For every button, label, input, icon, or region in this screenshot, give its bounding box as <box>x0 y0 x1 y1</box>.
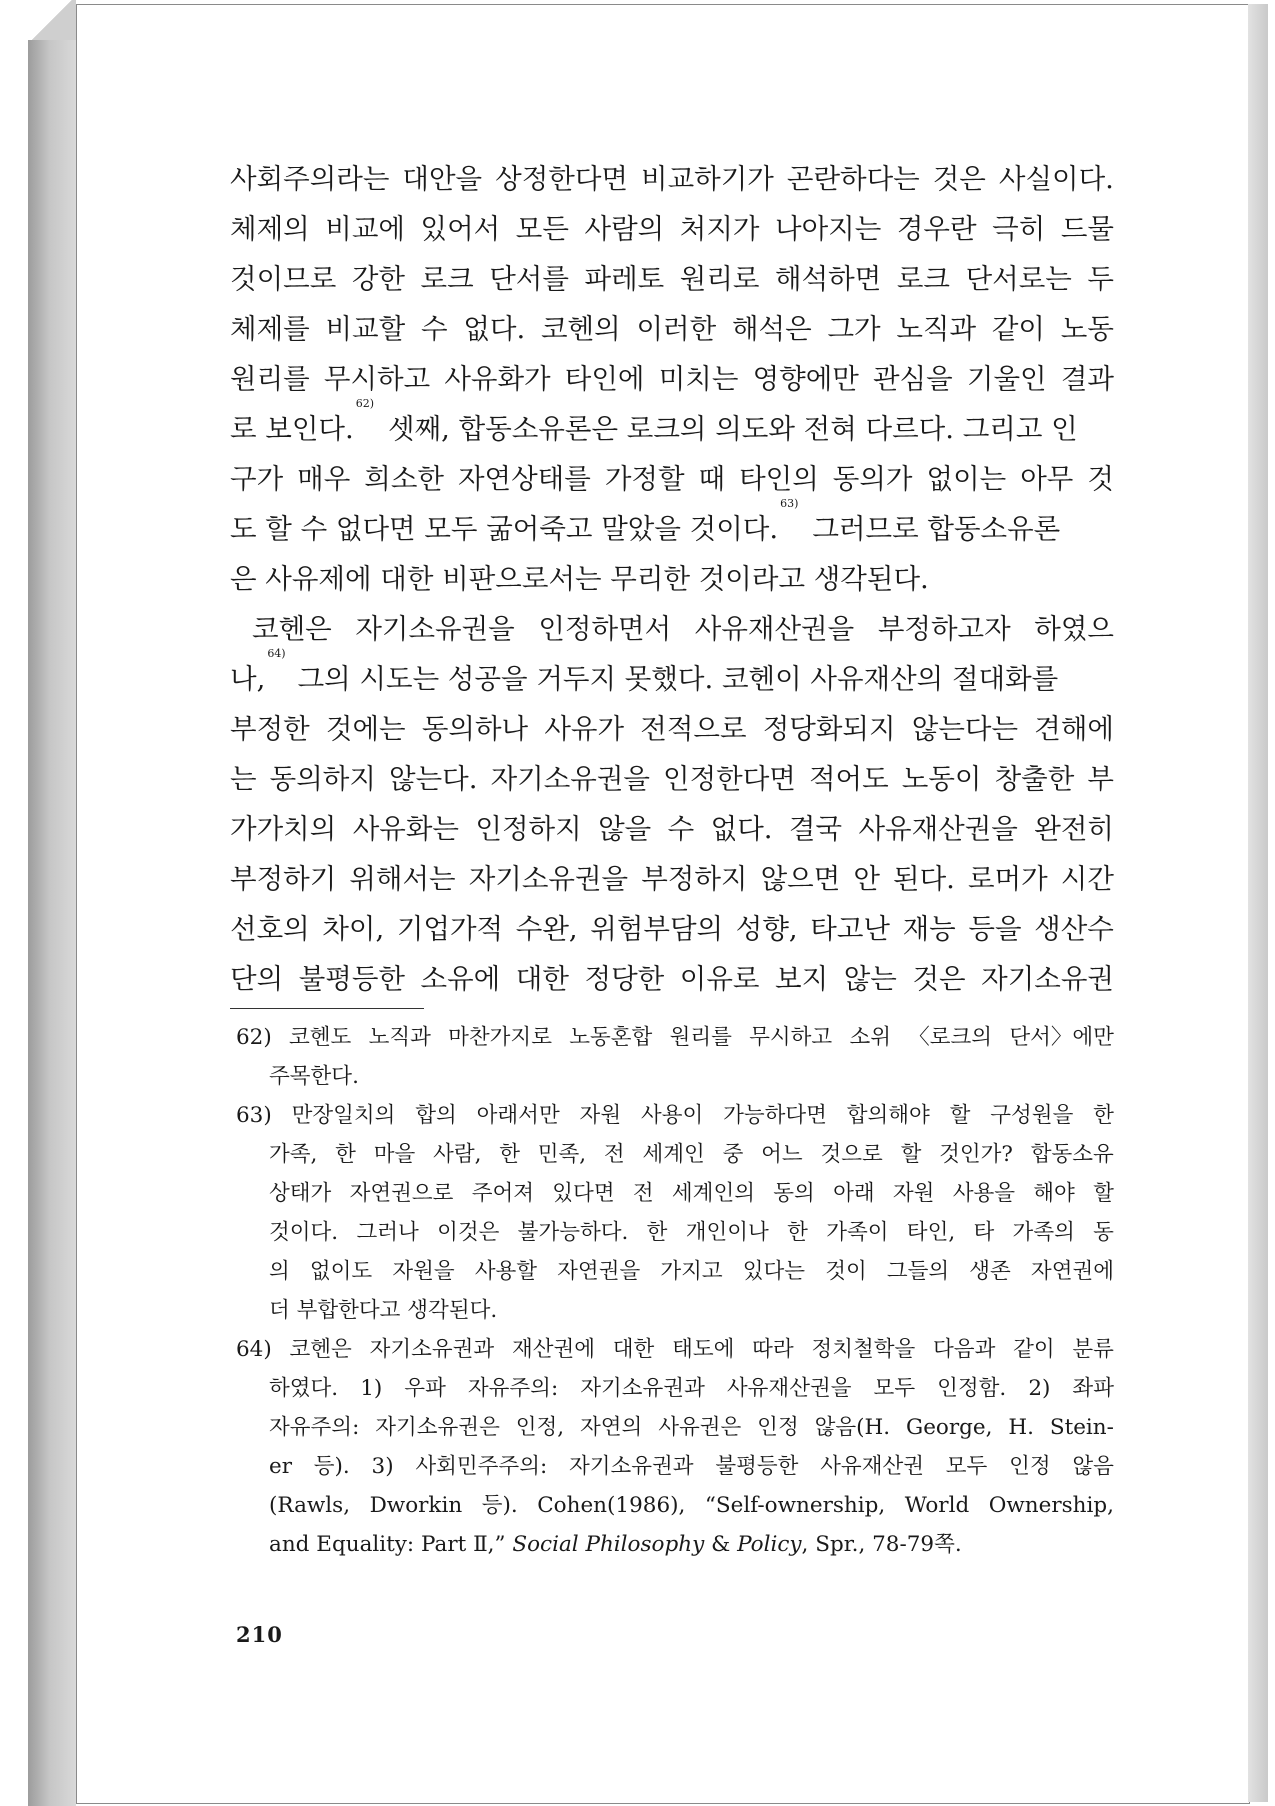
body-line: 부정한 것에는 동의하나 사유가 전적으로 정당화되지 않는다는 견해에 <box>230 713 1114 745</box>
footnote-line <box>236 1525 1114 1564</box>
book-corner <box>28 0 76 40</box>
footnote-line: 64) 코헨은 자기소유권과 재산권에 대한 태도에 따라 정치철학을 다음과 같이 분류 <box>236 1337 1114 1362</box>
body-text-segment: 셋째, 합동소유론은 로크의 의도와 전혀 다르다. 그리고 인 <box>388 413 1078 445</box>
footnote-line: 것이다. 그러나 이것은 불가능하다. 한 개인이나 한 가족이 타인, 타 가족의 동 <box>269 1220 1114 1245</box>
journal-title: Social Philosophy <box>512 1532 705 1557</box>
body-text-segment: 그러므로 합동소유론 <box>812 513 1061 545</box>
body-line: 단의 불평등한 소유에 대한 정당한 이유로 보지 않는 것은 자기소유권 <box>230 963 1114 995</box>
body-text-segment: 나, <box>230 663 266 695</box>
body-text-segment: 도 할 수 없다면 모두 굶어죽고 말았을 것이다. <box>230 513 779 545</box>
footnote-text: and Equality: Part Ⅱ,” <box>269 1532 506 1557</box>
body-line: 사회주의라는 대안을 상정한다면 비교하기가 곤란하다는 것은 사실이다. <box>230 163 1114 195</box>
body-line: 가가치의 사유화는 인정하지 않을 수 없다. 결국 사유재산권을 완전히 <box>230 813 1114 845</box>
footnote-text: , Spr., 78-79쪽. <box>801 1532 962 1557</box>
body-text <box>230 154 1114 1004</box>
body-line: 은 사유제에 대한 비판으로서는 무리한 것이라고 생각된다. <box>230 563 929 595</box>
body-text-segment: 로 보인다. <box>230 413 354 445</box>
footnote-line: 가족, 한 마을 사람, 한 민족, 전 세계인 중 어느 것으로 할 것인가? 합동소유 <box>269 1142 1114 1167</box>
footnote-line: 상태가 자연권으로 주어져 있다면 전 세계인의 동의 아래 자원 사용을 해야 할 <box>269 1181 1114 1206</box>
footnote-ref-64: 64) <box>267 647 286 660</box>
body-line: 구가 매우 희소한 자연상태를 가정할 때 타인의 동의가 없이는 아무 것 <box>230 463 1114 495</box>
footnotes <box>236 1018 1114 1564</box>
body-line: 부정하기 위해서는 자기소유권을 부정하지 않으면 안 된다. 로머가 시간 <box>230 863 1114 895</box>
ampersand: & <box>711 1532 731 1557</box>
body-line: 원리를 무시하고 사유화가 타인에 미치는 영향에만 관심을 기울인 결과 <box>230 363 1114 395</box>
body-line <box>230 647 1114 704</box>
footnote-line: er 등). 3) 사회민주주의: 자기소유권과 불평등한 사유재산권 모두 인정 않음 <box>269 1454 1114 1479</box>
body-line: 선호의 차이, 기업가적 수완, 위험부담의 성향, 타고난 재능 등을 생산수 <box>230 913 1114 945</box>
footnote-line: 더 부합한다고 생각된다. <box>269 1298 498 1323</box>
footnote-separator <box>230 1008 424 1009</box>
body-line <box>230 397 1114 454</box>
footnote-ref-62: 62) <box>355 397 375 410</box>
page-right-edge <box>1248 4 1268 1802</box>
footnote-line: 62) 코헨도 노직과 마찬가지로 노동혼합 원리를 무시하고 소위 〈로크의 단서〉에만 <box>236 1025 1114 1050</box>
footnote-ref-63: 63) <box>780 497 799 510</box>
body-line <box>230 497 1114 554</box>
page-number: 210 <box>236 1622 283 1647</box>
body-text-segment: 그의 시도는 성공을 거두지 못했다. 코헨이 사유재산의 절대화를 <box>297 663 1059 695</box>
book-spine-edge <box>28 6 76 1806</box>
footnote-line: (Rawls, Dworkin 등). Cohen(1986), “Self-ownership, World Ownership, <box>269 1493 1114 1518</box>
body-line: 것이므로 강한 로크 단서를 파레토 원리로 해석하면 로크 단서로는 두 <box>230 263 1114 295</box>
footnote-line: 63) 만장일치의 합의 아래서만 자원 사용이 가능하다면 합의해야 할 구성원을 한 <box>236 1103 1114 1128</box>
footnote-line: 자유주의: 자기소유권은 인정, 자연의 사유권은 인정 않음(H. George, H. Stein- <box>269 1415 1114 1440</box>
body-line: 체제의 비교에 있어서 모든 사람의 처지가 나아지는 경우란 극히 드물 <box>230 213 1114 245</box>
body-line: 코헨은 자기소유권을 인정하면서 사유재산권을 부정하고자 하였으 <box>252 613 1114 645</box>
body-line: 는 동의하지 않는다. 자기소유권을 인정한다면 적어도 노동이 창출한 부 <box>230 763 1114 795</box>
footnote-line: 주목한다. <box>269 1064 359 1089</box>
body-line: 체제를 비교할 수 없다. 코헨의 이러한 해석은 그가 노직과 같이 노동 <box>230 313 1114 345</box>
journal-title-2: Policy <box>737 1532 802 1557</box>
footnote-line: 하였다. 1) 우파 자유주의: 자기소유권과 사유재산권을 모두 인정함. 2) 좌파 <box>269 1376 1114 1401</box>
footnote-line: 의 없이도 자원을 사용할 자연권을 가지고 있다는 것이 그들의 생존 자연권에 <box>269 1259 1114 1284</box>
